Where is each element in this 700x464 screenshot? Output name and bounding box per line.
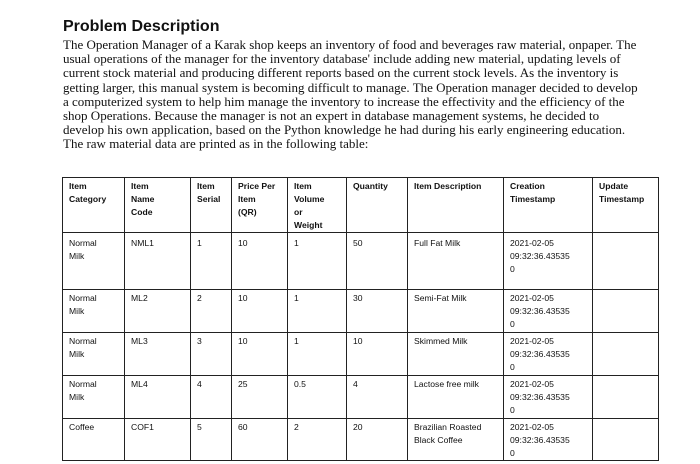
cell-volume: 2 (288, 419, 347, 461)
cell-created: 2021-02-05 09:32:36.43535 0 (504, 233, 593, 290)
header-description: Item Description (408, 178, 504, 233)
table-row (63, 376, 659, 419)
cell-description: Brazilian Roasted Black Coffee (408, 419, 504, 461)
cell-created: 2021-02-05 09:32:36.43535 0 (504, 419, 593, 461)
header-update-timestamp: Update Timestamp (593, 178, 659, 233)
cell-category: Normal Milk (63, 333, 125, 376)
table-row (63, 233, 659, 290)
paragraph-line: current stock material and producing different reports based on the current stock levels. As the inventory is (63, 65, 619, 81)
cell-serial: 1 (191, 233, 232, 290)
paragraph-line: The Operation Manager of a Karak shop keeps an inventory of food and beverages raw material, onpaper. The (63, 37, 637, 52)
cell-created: 2021-02-05 09:32:36.43535 0 (504, 290, 593, 333)
cell-description: Skimmed Milk (408, 333, 504, 376)
table-row (63, 419, 659, 461)
cell-price: 60 (232, 419, 288, 461)
cell-volume: 1 (288, 233, 347, 290)
cell-category: Normal Milk (63, 233, 125, 290)
table-header-row (63, 178, 659, 233)
cell-price: 10 (232, 233, 288, 290)
table-row (63, 333, 659, 376)
cell-quantity: 20 (347, 419, 408, 461)
header-item-category: Item Category (63, 178, 125, 233)
cell-quantity: 10 (347, 333, 408, 376)
cell-quantity: 30 (347, 290, 408, 333)
paragraph-line: shop Operations. Because the manager is not an expert in database management systems, he decided to (63, 108, 600, 124)
cell-updated (593, 376, 659, 419)
cell-volume: 0.5 (288, 376, 347, 419)
cell-serial: 2 (191, 290, 232, 333)
cell-created: 2021-02-05 09:32:36.43535 0 (504, 333, 593, 376)
header-volume: Item Volume or Weight (288, 178, 347, 233)
raw-material-table (62, 177, 659, 461)
cell-price: 10 (232, 333, 288, 376)
cell-price: 10 (232, 290, 288, 333)
cell-quantity: 50 (347, 233, 408, 290)
cell-serial: 4 (191, 376, 232, 419)
paragraph-line: usual operations of the manager for the inventory database' include adding new material, updating levels of (63, 51, 621, 67)
header-quantity: Quantity (347, 178, 408, 233)
cell-serial: 3 (191, 333, 232, 376)
problem-paragraph (63, 38, 683, 152)
cell-code: ML4 (125, 376, 191, 419)
paragraph-line: The raw material data are printed as in the following table: (63, 136, 369, 152)
paragraph-line: a computerized system to help him manage the inventory to increase the effectivity and the efficiency of the (63, 93, 625, 109)
cell-serial: 5 (191, 419, 232, 461)
header-creation-timestamp: Creation Timestamp (504, 178, 593, 233)
cell-description: Lactose free milk (408, 376, 504, 419)
cell-code: NML1 (125, 233, 191, 290)
paragraph-line: develop his own application, based on the Python knowledge he had during his early engineering education. (63, 122, 626, 138)
cell-updated (593, 290, 659, 333)
cell-code: ML3 (125, 333, 191, 376)
cell-volume: 1 (288, 333, 347, 376)
table-row (63, 290, 659, 333)
cell-description: Semi-Fat Milk (408, 290, 504, 333)
cell-category: Normal Milk (63, 376, 125, 419)
cell-category: Coffee (63, 419, 125, 461)
cell-description: Full Fat Milk (408, 233, 504, 290)
header-price: Price Per Item (QR) (232, 178, 288, 233)
cell-updated (593, 419, 659, 461)
cell-price: 25 (232, 376, 288, 419)
cell-quantity: 4 (347, 376, 408, 419)
cell-category: Normal Milk (63, 290, 125, 333)
cell-updated (593, 233, 659, 290)
cell-created: 2021-02-05 09:32:36.43535 0 (504, 376, 593, 419)
paragraph-line: getting larger, this manual system is becoming difficult to manage. The Operation manager decided to develop (63, 79, 638, 95)
section-heading: Problem Description (63, 18, 220, 35)
cell-updated (593, 333, 659, 376)
cell-volume: 1 (288, 290, 347, 333)
header-item-name-code: Item Name Code (125, 178, 191, 233)
cell-code: ML2 (125, 290, 191, 333)
cell-code: COF1 (125, 419, 191, 461)
header-item-serial: Item Serial (191, 178, 232, 233)
